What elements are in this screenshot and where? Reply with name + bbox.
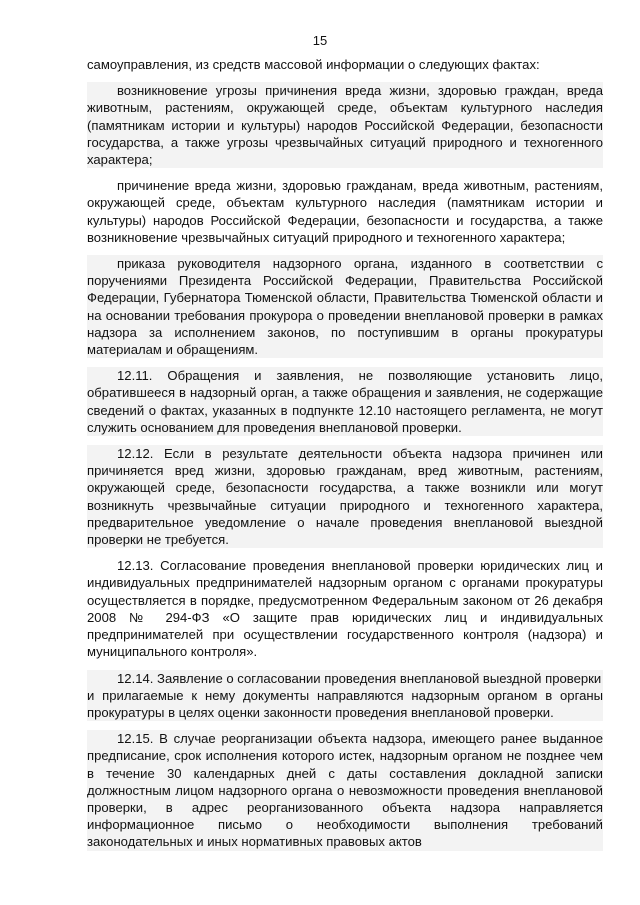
paragraph-12-14-continued: и прилагаемые к нему документы направляются надзорным органом в органы прокуратуры в целях оценки законности проведения внеплановой проверки. [87,687,603,720]
paragraph-threat-of-harm: возникновение угрозы причинения вреда жизни, здоровью граждан, вреда животным, растениям, окружающей среде, объектам культурного наследия (памятникам истории и культуры) народов Российской Федерации, безопасности государства, а также угрозы чрезвычайных ситуаций природного и техногенного характера; [87,83,603,168]
paragraph-12-14: 12.14. Заявление о согласовании проведения внеплановой выездной проверки [87,670,603,687]
paragraph-12-15: 12.15. В случае реорганизации объекта надзора, имеющего ранее выданное предписание, срок исполнения которого истек, надзорным органом не позднее чем в течение 30 календарных дней с даты составления докладной записки должностным лицом надзорного органа о невозможности проведения внеплановой проверки, в адрес реорганизованного объекта надзора направляется информационное письмо о необходимости выполнения требований законодательных и иных нормативных правовых актов [87,731,603,850]
paragraph-12-12: 12.12. Если в результате деятельности объекта надзора причинен или причиняется вред жизни, здоровью гражданам, вред животным, растениям, окружающей среде, безопасности государства, а также возникли или могут возникнуть чрезвычайные ситуации природного и техногенного характера, предварительное уведомление о начале проведения внеплановой выездной проверки не требуется. [87,446,603,548]
document-body [87,56,603,851]
paragraph-order-of-head: приказа руководителя надзорного органа, изданного в соответствии с поручениями Президента Российской Федерации, Правительства Российской Федерации, Губернатора Тюменской области, Правительства Тюменской области и на основании требования прокурора о проведении внеплановой проверки в рамках надзора за исполнением законов, по поступившим в органы прокуратуры материалам и обращениям. [87,256,603,358]
paragraph-intro: самоуправления, из средств массовой информации о следующих фактах: [87,57,540,72]
paragraph-12-13: 12.13. Согласование проведения внеплановой проверки юридических лиц и индивидуальных предпринимателей надзорным органом с органами прокуратуры осуществляется в порядке, предусмотренном Федеральным законом от 26 декабря 2008 № 294-ФЗ «О защите прав юридических лиц и индивидуальных предпринимателей при осуществлении государственного контроля (надзора) и муниципального контроля». [87,558,603,660]
paragraph-12-11: 12.11. Обращения и заявления, не позволяющие установить лицо, обратившееся в надзорный орган, а также обращения и заявления, не содержащие сведений о фактах, указанных в подпункте 12.10 настоящего регламента, не могут служить основанием для проведения внеплановой проверки. [87,368,603,435]
paragraph-harm-caused: причинение вреда жизни, здоровью гражданам, вреда животным, растениям, окружающей среде, объектам культурного наследия (памятникам истории и культуры) народов Российской Федерации, безопасности и государства, а также возникновение чрезвычайных ситуаций природного и техногенного характера; [87,178,603,245]
page-number: 15 [312,33,328,48]
